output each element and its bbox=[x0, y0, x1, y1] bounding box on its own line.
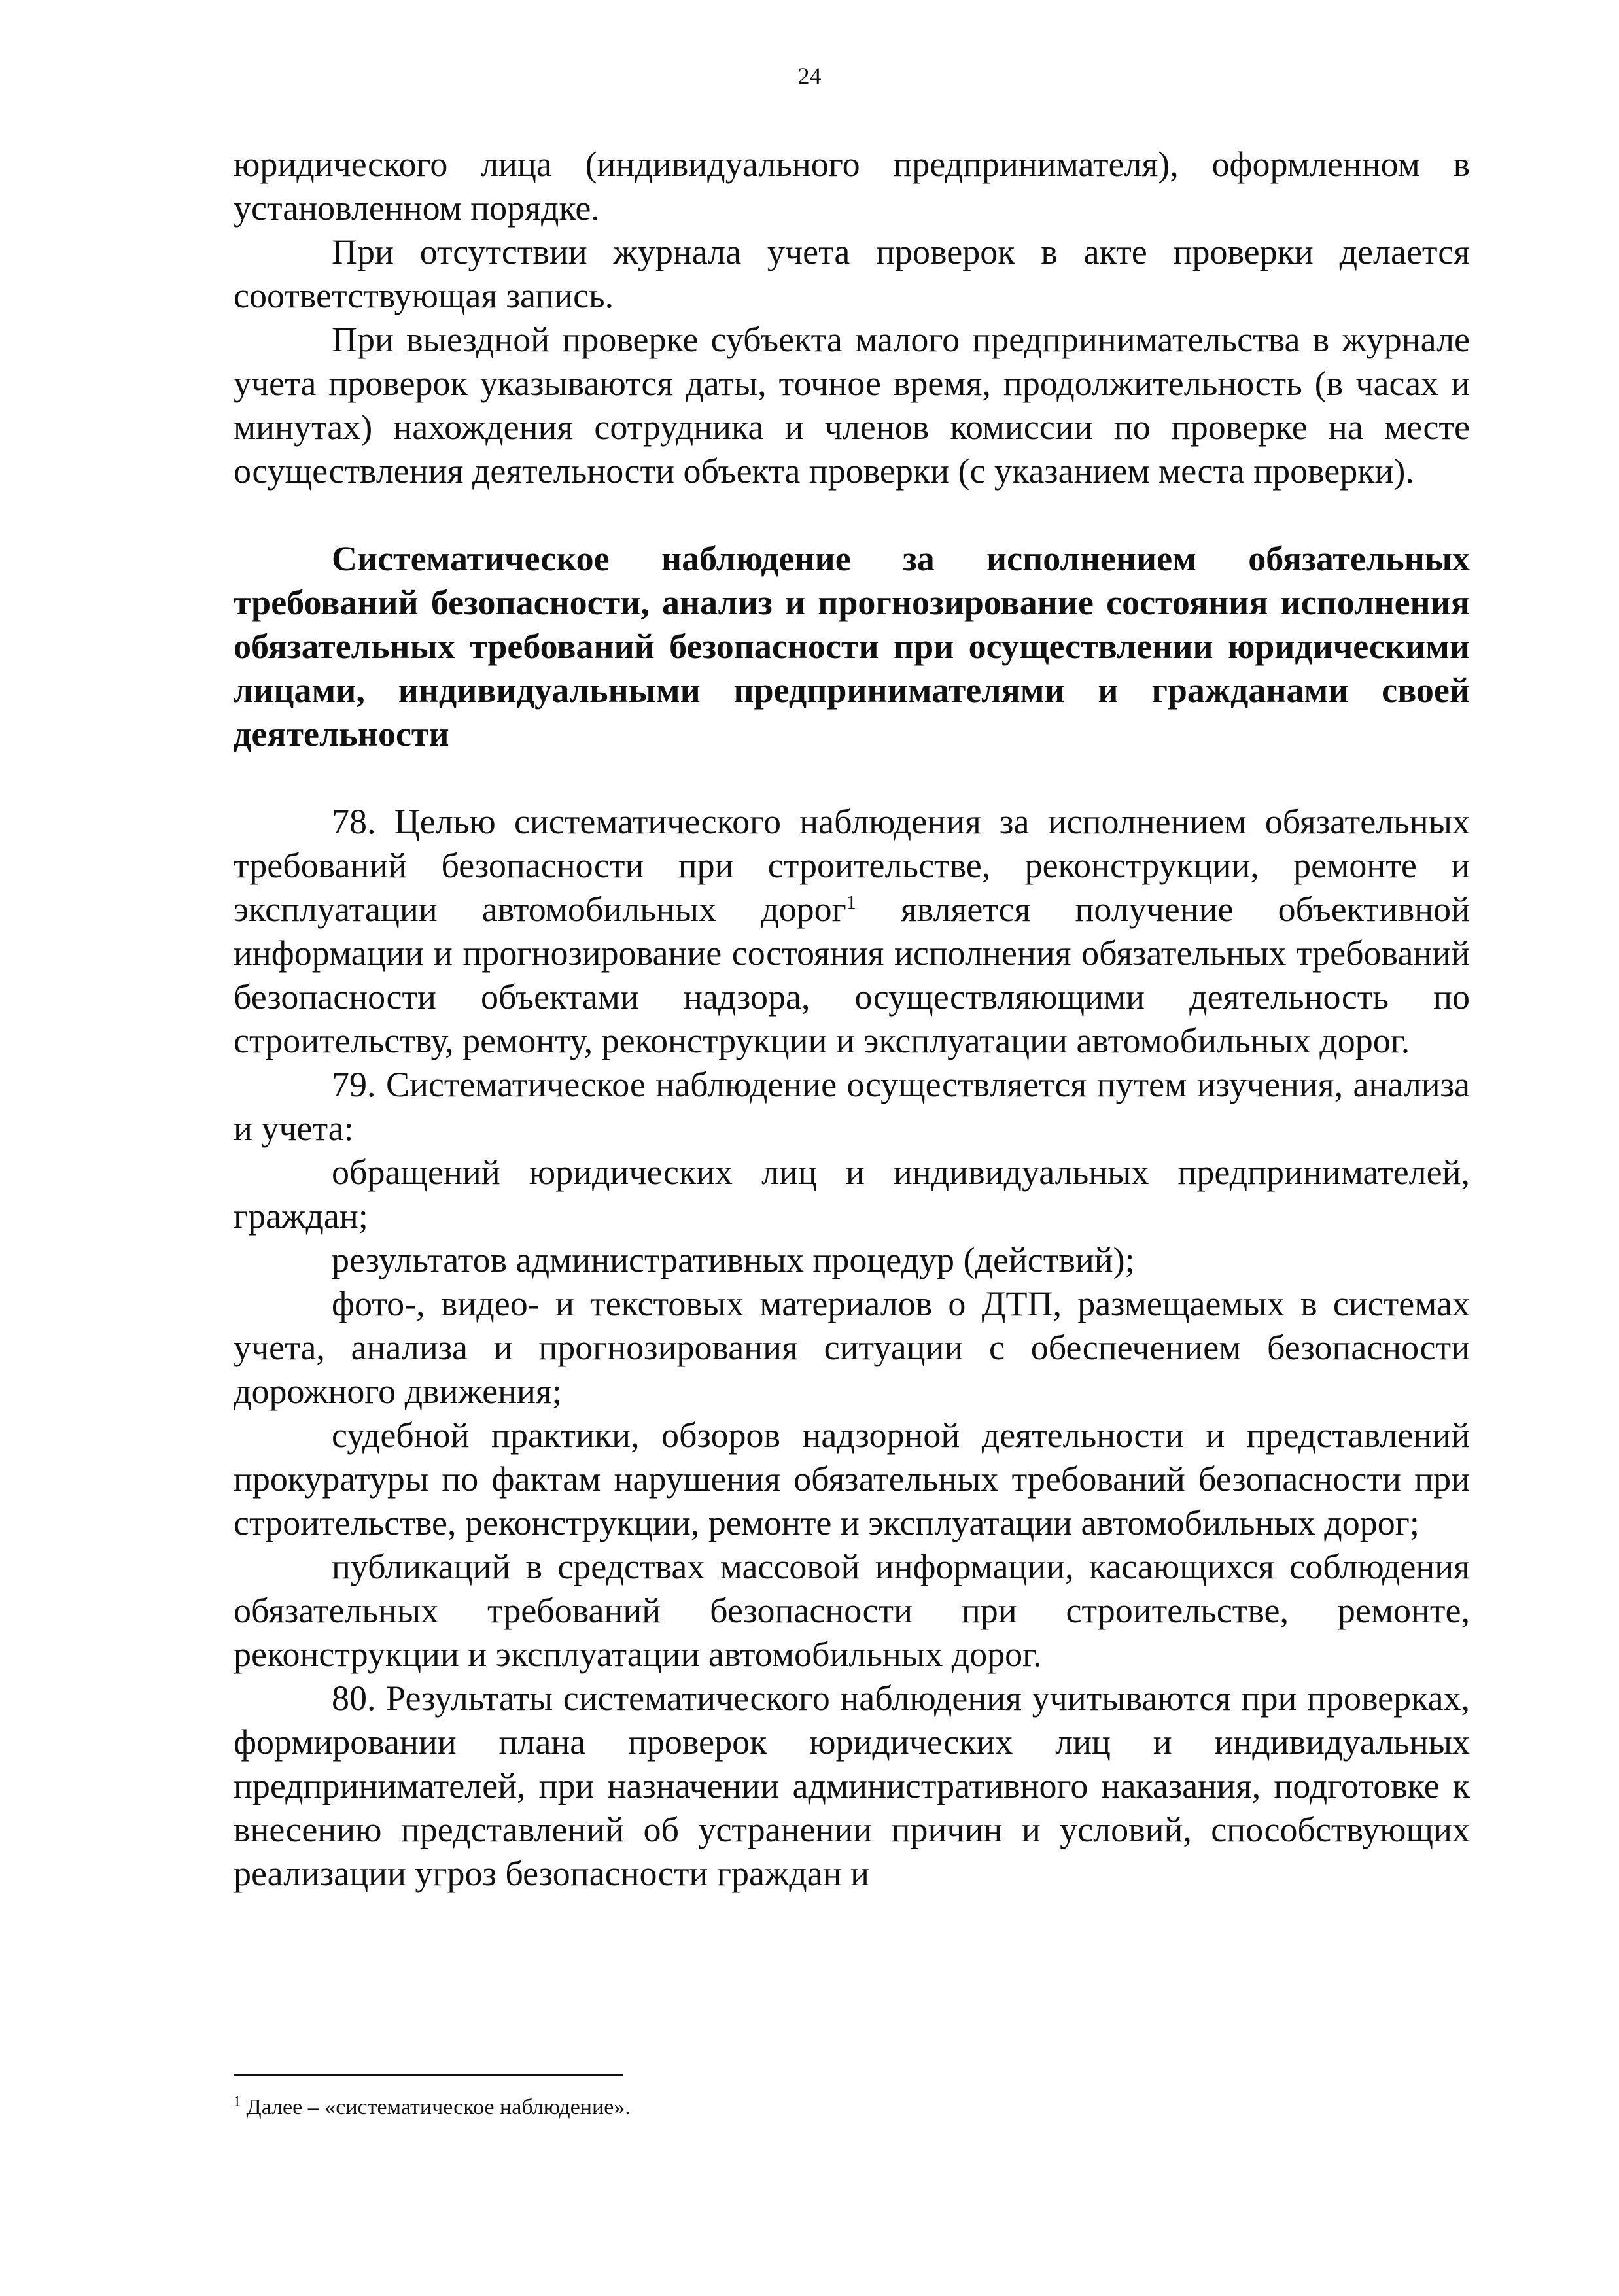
item-79-list-item: судебной практики, обзоров надзорной деятельности и представлений прокуратуры по фактам нарушения обязательных требований безопасности при строительстве, реконструкции, ремонте и эксплуатации автомобильных дорог; bbox=[234, 1416, 1470, 1542]
paragraph-onsite-check: При выездной проверке субъекта малого предпринимательства в журнале учета проверок указываются даты, точное время, продолжительность (в часах и минутах) нахождения сотрудника и членов комиссии по проверке на месте осуществления деятельности объекта проверки (с указанием места проверки). bbox=[234, 320, 1470, 491]
item-80: 80. Результаты систематического наблюдения учитываются при проверках, формировании плана проверок юридических лиц и индивидуальных предпринимателей, при назначении административного наказания, подготовке к внесению представлений об устранении причин и условий, способствующих реализации угроз безопасности граждан и bbox=[234, 1679, 1470, 1893]
page-number: 24 bbox=[797, 63, 822, 89]
footnote-text: Далее – «систематическое наблюдение». bbox=[241, 2095, 631, 2119]
footnote-separator bbox=[234, 2074, 623, 2076]
item-78-text-after: является получение объективной информации и прогнозирование состояния исполнения обязательных требований безопасности объектами надзора, осуществляющими деятельность по строительству, ремонту, реконструкции и эксплуатации автомобильных дорог. bbox=[234, 890, 1470, 1060]
paragraph-continuation: юридического лица (индивидуального предпринимателя), оформленном в установленном порядке. bbox=[234, 145, 1470, 228]
item-78-text-before: 78. Целью систематического наблюдения за исполнением обязательных требований безопасности при строительстве, реконструкции, ремонте и эксплуатации автомобильных дорог bbox=[234, 802, 1470, 929]
item-79-intro: 79. Систематическое наблюдение осуществляется путем изучения, анализа и учета: bbox=[234, 1065, 1470, 1148]
footnote-reference: 1 bbox=[846, 892, 856, 913]
footnote-mark: 1 bbox=[234, 2093, 241, 2110]
item-79-list-item: публикаций в средствах массовой информации, касающихся соблюдения обязательных требований безопасности при строительстве, ремонте, реконструкции и эксплуатации автомобильных дорог. bbox=[234, 1547, 1470, 1674]
item-79-list-item: результатов административных процедур (действий); bbox=[332, 1240, 1135, 1279]
item-79-list-item: обращений юридических лиц и индивидуальных предпринимателей, граждан; bbox=[234, 1153, 1470, 1236]
paragraph-no-journal: При отсутствии журнала учета проверок в акте проверки делается соответствующая запись. bbox=[234, 232, 1470, 315]
item-78 bbox=[234, 800, 1470, 1063]
section-heading: Систематическое наблюдение за исполнением обязательных требований безопасности, анализ и прогнозирование состояния исполнения обязательных требований безопасности при осуществлении юридическими лицами, индивидуальными предпринимателями и гражданами своей деятельности bbox=[234, 539, 1470, 754]
item-79-list-item: фото-, видео- и текстовых материалов о ДТП, размещаемых в системах учета, анализа и прогнозирования ситуации с обеспечением безопасности дорожного движения; bbox=[234, 1284, 1470, 1411]
document-body bbox=[234, 143, 1470, 1896]
footnote bbox=[234, 2093, 1470, 2122]
